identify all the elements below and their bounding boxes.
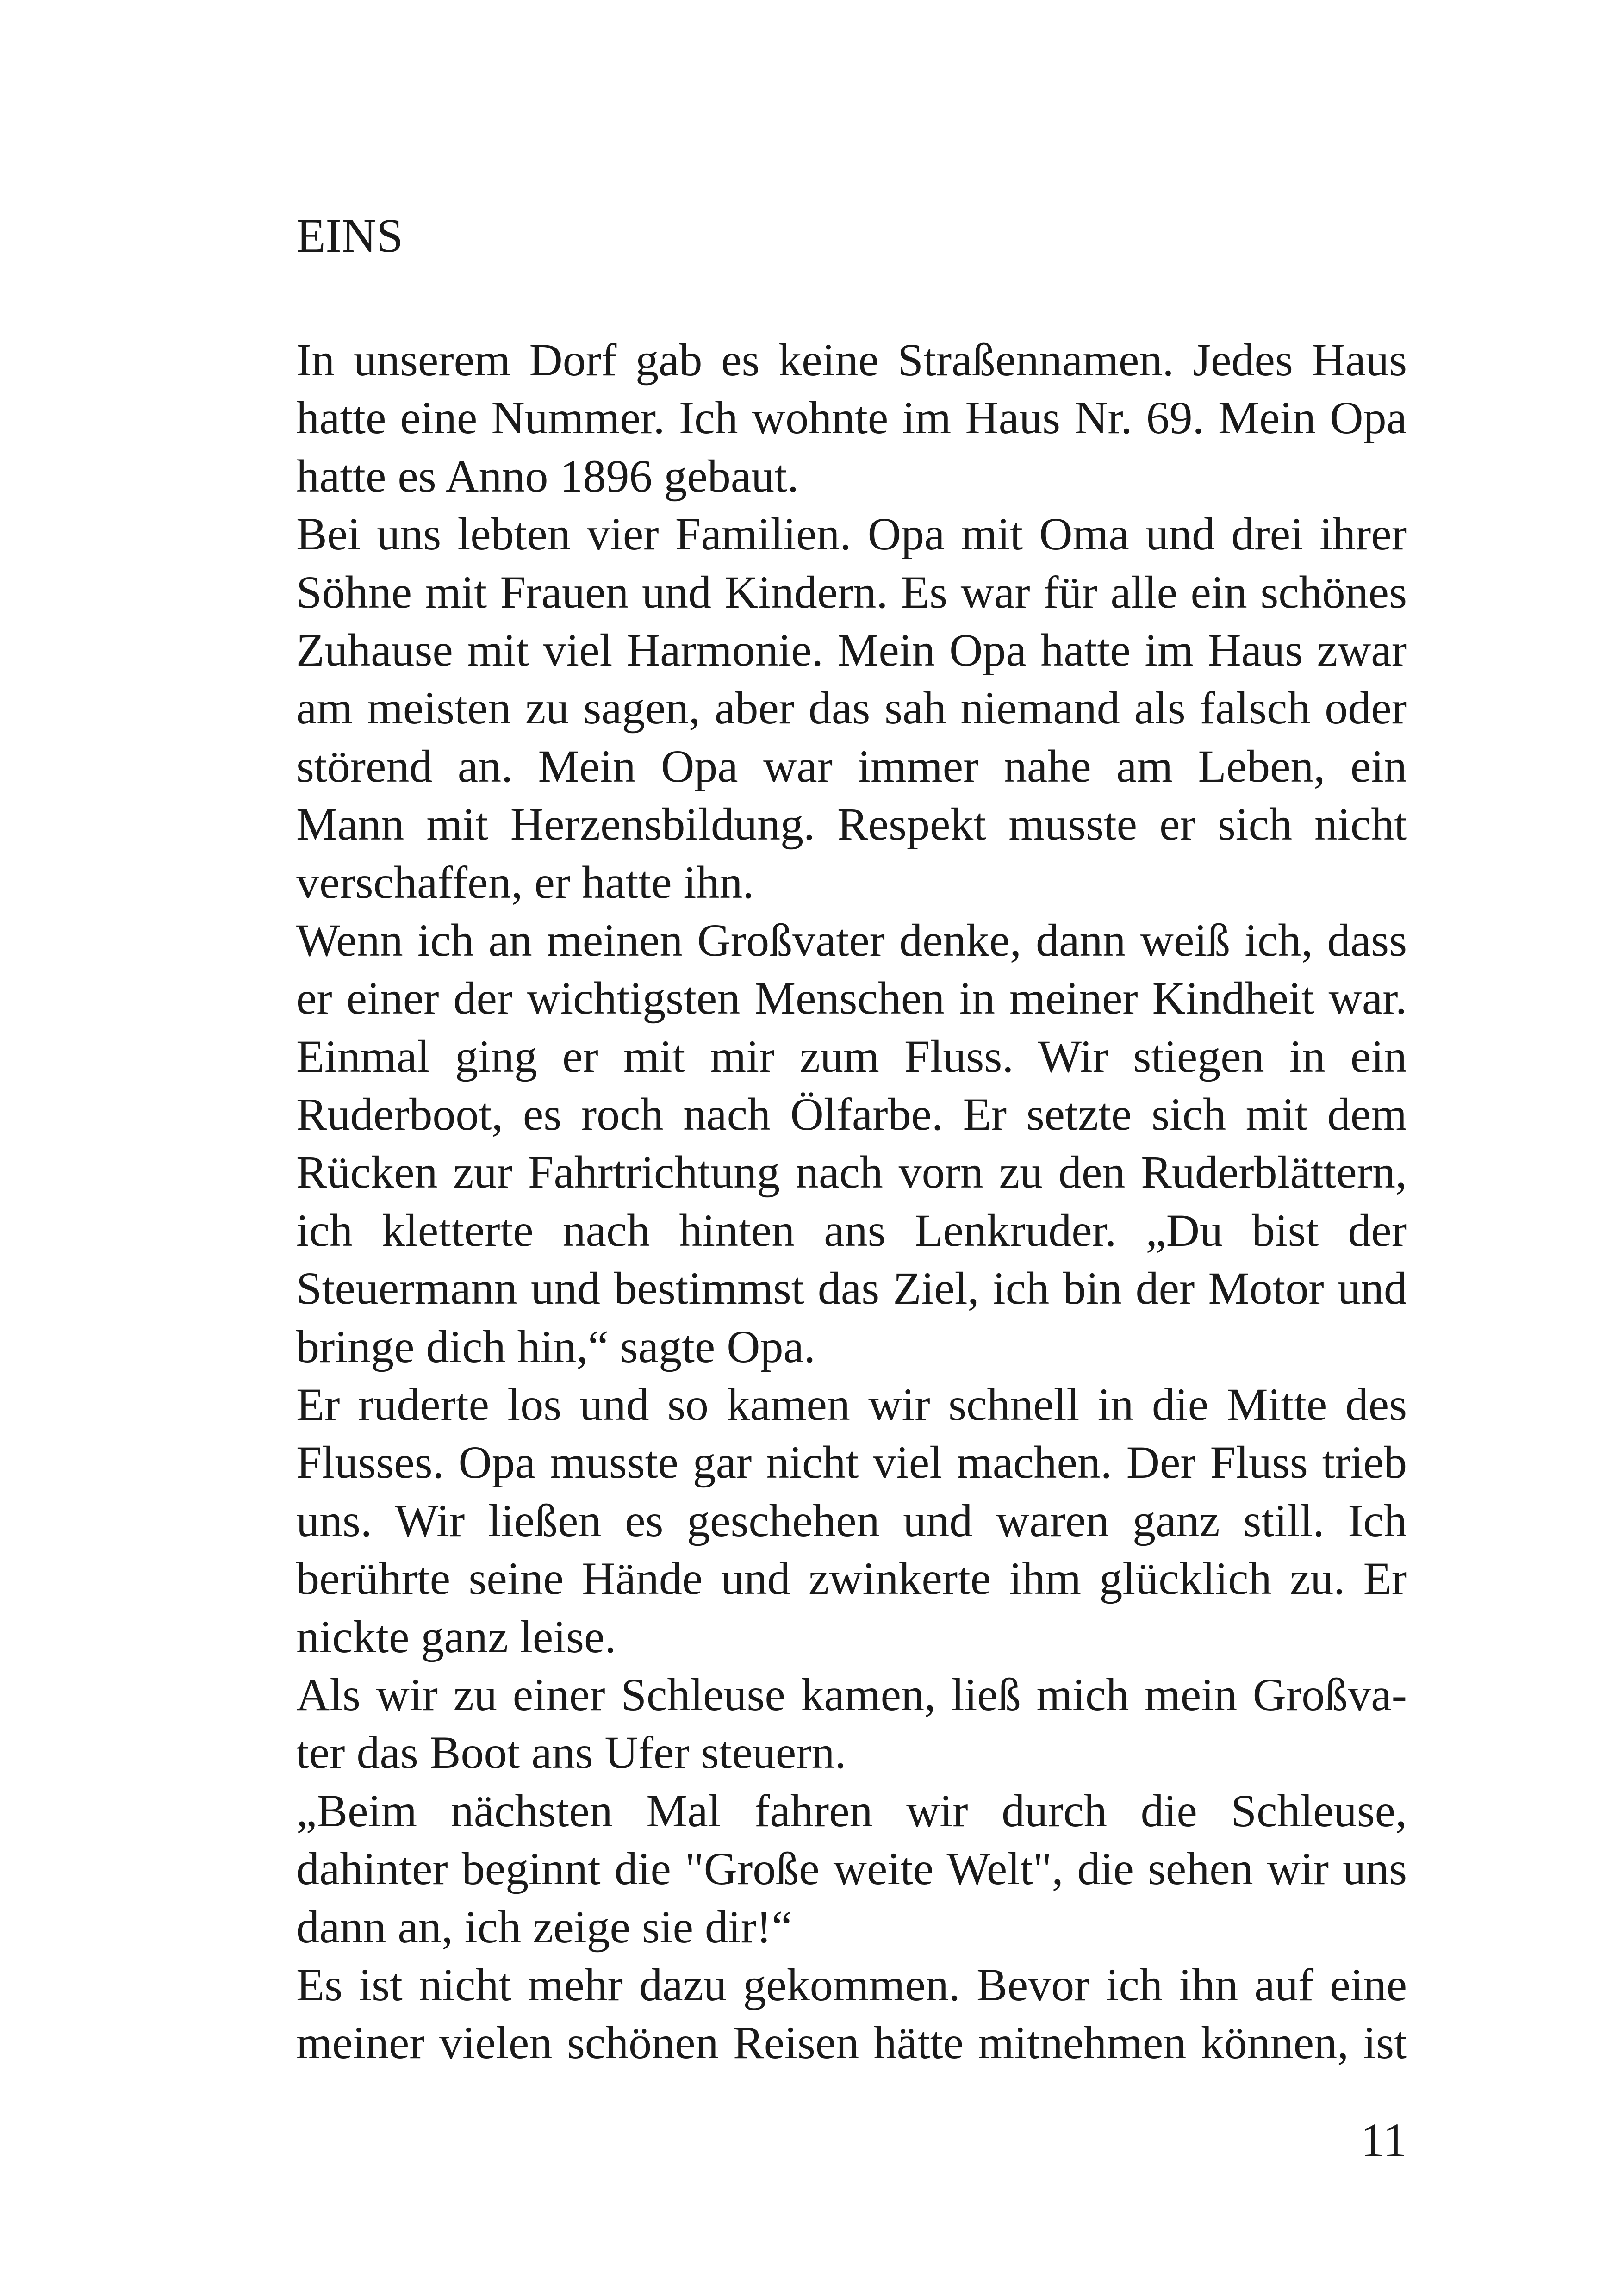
text-line: Zuhause mit viel Harmonie. Mein Opa hatte im Haus zwar [296,624,1407,676]
text-line: Als wir zu einer Schleuse kamen, ließ mich mein Großva- [296,1668,1407,1720]
text-line: „Beim nächsten Mal fahren wir durch die Schleuse, [296,1785,1407,1836]
text-line: bringe dich hin,“ sagte Opa. [296,1320,815,1372]
text-line: Bei uns lebten vier Familien. Opa mit Oma und drei ihrer [296,508,1407,560]
chapter-heading: EINS [296,209,404,262]
text-line: In unserem Dorf gab es keine Straßennamen. Jedes Haus [296,334,1407,386]
text-line: hatte es Anno 1896 gebaut. [296,450,799,502]
text-line: Flusses. Opa musste gar nicht viel machen. Der Fluss trieb [296,1437,1407,1488]
text-line: Es ist nicht mehr dazu gekommen. Bevor ich ihn auf eine [296,1959,1407,2010]
text-line: Er ruderte los und so kamen wir schnell in die Mitte des [296,1379,1407,1431]
text-line: er einer der wichtigsten Menschen in meiner Kindheit war. [296,972,1407,1024]
text-line: störend an. Mein Opa war immer nahe am Leben, ein [296,740,1407,792]
text-line: Söhne mit Frauen und Kindern. Es war für alle ein schönes [296,566,1407,618]
text-line: dann an, ich zeige sie dir!“ [296,1901,792,1953]
text-line: ter das Boot ans Ufer steuern. [296,1727,846,1779]
text-line: Steuermann und bestimmst das Ziel, ich bin der Motor und [296,1263,1407,1314]
text-line: verschaffen, er hatte ihn. [296,856,754,908]
text-line: hatte eine Nummer. Ich wohnte im Haus Nr. 69. Mein Opa [296,392,1407,444]
text-line: Wenn ich an meinen Großvater denke, dann weiß ich, dass [296,914,1407,966]
text-line: Einmal ging er mit mir zum Fluss. Wir stiegen in ein [296,1030,1407,1082]
text-line: Ruderboot, es roch nach Ölfarbe. Er setzte sich mit dem [296,1089,1407,1140]
text-line: ich kletterte nach hinten ans Lenkruder. „Du bist der [296,1204,1407,1256]
body-text [296,331,1407,2072]
text-line: berührte seine Hände und zwinkerte ihm glücklich zu. Er [296,1553,1407,1605]
text-line: meiner vielen schönen Reisen hätte mitnehmen können, ist [296,2017,1407,2069]
text-line: dahinter beginnt die "Große weite Welt", die sehen wir uns [296,1843,1407,1895]
text-line: nickte ganz leise. [296,1611,616,1662]
text-line: Mann mit Herzensbildung. Respekt musste er sich nicht [296,798,1407,850]
text-line: am meisten zu sagen, aber das sah niemand als falsch oder [296,682,1407,734]
text-line: uns. Wir ließen es geschehen und waren ganz still. Ich [296,1494,1407,1546]
page-number: 11 [1360,2114,1407,2167]
text-line: Rücken zur Fahrtrichtung nach vorn zu den Ruderblättern, [296,1146,1407,1198]
